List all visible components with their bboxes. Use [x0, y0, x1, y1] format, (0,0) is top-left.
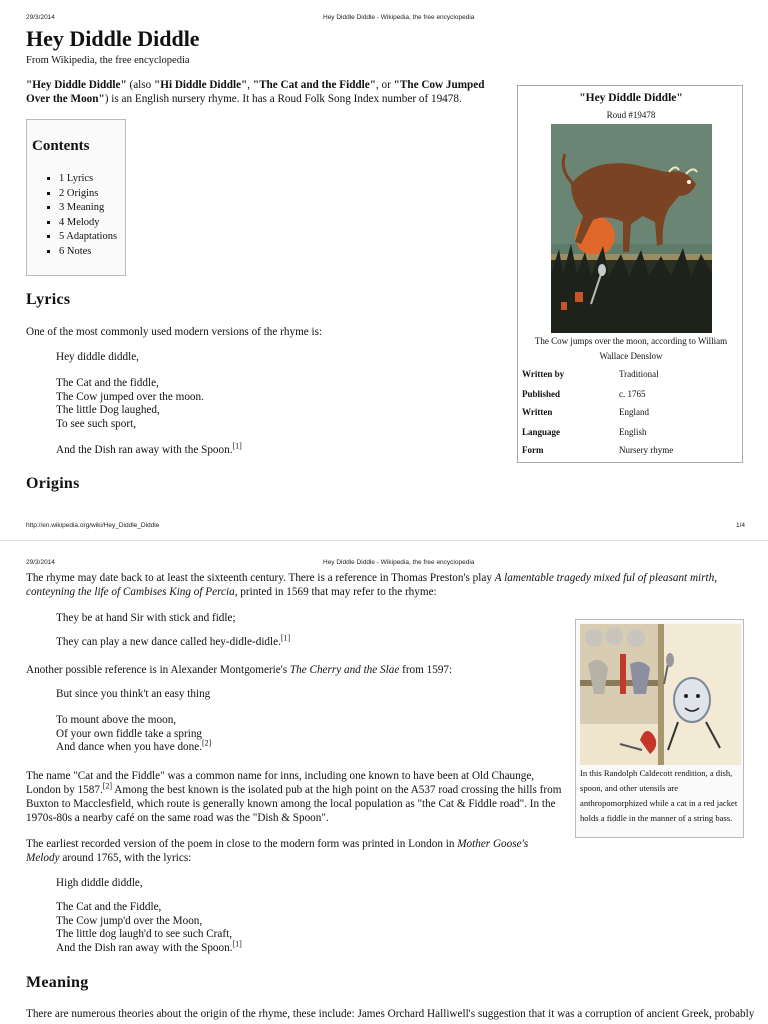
- print-footer-url: http://en.wikipedia.org/wiki/Hey_Diddle_Diddle: [26, 522, 160, 529]
- toc-item-adaptations[interactable]: ▪ 5 Adaptations: [59, 230, 117, 245]
- play-title-cont: conteyning the life of Cambises King of Percia: [26, 586, 235, 598]
- page-subtitle: From Wikipedia, the free encyclopedia: [26, 55, 190, 66]
- quote-1-line-1: They be at hand Sir with stick and fidle;: [56, 612, 236, 624]
- print-header-title-2: Hey Diddle Diddle - Wikipedia, the free encyclopedia: [323, 559, 475, 566]
- infobox: [517, 85, 743, 463]
- cow-jumping-illustration[interactable]: [551, 124, 712, 333]
- infobox-key: Published: [522, 389, 561, 399]
- caldecott-illustration[interactable]: [580, 624, 741, 765]
- alt-title-3: "The Cat and the Fiddle": [252, 79, 376, 91]
- print-footer-page: 1/4: [736, 522, 746, 529]
- play-title: A lamentable tragedy mixed ful of pleasant mirth,: [494, 572, 718, 584]
- origins-paragraph-2: Another possible reference is in Alexander Montgomerie's The Cherry and the Slae from 1597:: [26, 664, 453, 676]
- lyrics-line-5: To see such sport,: [56, 417, 136, 430]
- origins-paragraph-4: The earliest recorded version of the poem in close to the modern form was printed in London in Mother Goose's Melody around 1765, with the lyrics:: [26, 838, 529, 864]
- citation-link[interactable]: [2]: [102, 781, 113, 791]
- toc-item-origins[interactable]: ▪ 2 Origins: [59, 187, 117, 202]
- alt-title-1: "Hey Diddle Diddle": [26, 79, 127, 91]
- infobox-title: "Hey Diddle Diddle": [579, 92, 683, 104]
- print-date-2: 29/3/2014: [26, 559, 55, 566]
- citation-link[interactable]: [1]: [232, 441, 242, 451]
- section-heading-meaning: Meaning: [26, 974, 89, 991]
- alt-title-4a: "The Cow Jumped: [393, 79, 485, 91]
- caldecott-figure: [575, 619, 744, 838]
- citation-link[interactable]: [1]: [280, 633, 291, 643]
- quote-1-line-2: They can play a new dance called hey-didle-didle.[1]: [56, 633, 291, 648]
- lyrics-line-2: The Cat and the fiddle,: [56, 377, 159, 389]
- book-title-cont: Melody: [26, 852, 60, 864]
- print-header-title: Hey Diddle Diddle - Wikipedia, the free encyclopedia: [323, 14, 475, 21]
- quote-3-line-5: And the Dish ran away with the Spoon.[1]: [56, 938, 242, 954]
- citation-link[interactable]: [2]: [202, 738, 212, 748]
- book-title: Mother Goose's: [457, 838, 529, 850]
- table-of-contents: [26, 119, 126, 276]
- quote-2-line-4: And dance when you have done.[2]: [56, 738, 212, 753]
- infobox-value[interactable]: Traditional: [619, 369, 659, 379]
- section-heading-lyrics: Lyrics: [26, 291, 71, 308]
- print-date: 29/3/2014: [26, 14, 55, 21]
- quote-3-line-2: The Cat and the Fiddle,: [56, 901, 162, 913]
- infobox-key: Written: [522, 407, 553, 417]
- infobox-key: Form: [522, 445, 544, 455]
- lyrics-intro: One of the most commonly used modern versions of the rhyme is:: [26, 326, 323, 338]
- quote-2-line-2: To mount above the moon,: [56, 714, 177, 726]
- toc-item-melody[interactable]: ▪ 4 Melody: [59, 216, 117, 231]
- toc-item-notes[interactable]: ▪ 6 Notes: [59, 245, 117, 260]
- section-heading-origins: Origins: [26, 475, 80, 492]
- page-break: [0, 540, 768, 541]
- origins-paragraph-3: The name "Cat and the Fiddle" was a common name for inns, including one known to have been at Old Chaunge, London by 1587.[2] Among the best known is the isolated pub at the high point on the A537 road crossing the hills from Buxton to Macclesfield, which route is generally known among the local population as "the Cat & Fiddle road". In the 1970s-80s a nearby café on the same road was the "Dish & Spoon".: [26, 770, 562, 824]
- infobox-value[interactable]: English: [619, 427, 647, 437]
- quote-2-line-3: Of your own fiddle take a spring: [56, 727, 203, 740]
- lyrics-line-1: Hey diddle diddle,: [56, 351, 139, 363]
- toc-list: [33, 172, 117, 259]
- infobox-value[interactable]: Nursery rhyme: [619, 445, 674, 455]
- meaning-paragraph: There are numerous theories about the origin of the rhyme, these include: James Orchard Halliwell's suggestion that it was a corruption of ancient Greek, probably: [26, 1008, 755, 1020]
- quote-3-line-4: The little dog laugh'd to see such Craft,: [56, 928, 233, 940]
- toc-item-meaning[interactable]: ▪ 3 Meaning: [59, 201, 117, 216]
- lyrics-stanza: [56, 377, 204, 431]
- origins-paragraph-1: The rhyme may date back to at least the sixteenth century. There is a reference in Thomas Preston's play A lamentable tragedy mixed ful of pleasant mirth, conteyning the life of Cambises King of Percia, printed in 1569 that may refer to the rhyme:: [26, 572, 718, 598]
- quote-3-line-1: High diddle diddle,: [56, 877, 143, 889]
- quote-2-line-1: But since you think't an easy thing: [56, 688, 211, 700]
- alt-title-2: "Hi Diddle Diddle": [154, 79, 248, 91]
- poem-title: The Cherry and the Slae: [289, 664, 400, 676]
- infobox-roud: Roud #19478: [606, 110, 656, 120]
- infobox-key: Language: [522, 427, 561, 437]
- lyrics-line-4: The little Dog laughed,: [56, 404, 160, 416]
- lyrics-line-6: And the Dish ran away with the Spoon.[1]: [56, 441, 242, 456]
- lyrics-line-3: The Cow jumped over the moon.: [56, 390, 204, 403]
- quote-2-stanza: [56, 714, 211, 755]
- figure-caption: In this Randolph Caldecott rendition, a dish, spoon, and other utensils are anthropomorphized while a cat in a red jacket holds a fiddle in the manner of a string bass.: [580, 768, 738, 823]
- quote-3-stanza: [56, 901, 242, 955]
- alt-title-4b: Over the Moon": [26, 93, 105, 105]
- infobox-value: c. 1765: [619, 389, 646, 399]
- infobox-value[interactable]: England: [619, 407, 649, 417]
- toc-item-lyrics[interactable]: ▪ 1 Lyrics: [59, 172, 117, 187]
- quote-3-line-3: The Cow jump'd over the Moon,: [56, 914, 203, 927]
- intro-paragraph: "Hey Diddle Diddle" (also "Hi Diddle Diddle", "The Cat and the Fiddle", or "The Cow Jumped Over the Moon") is an English nursery rhyme. It has a Roud Folk Song Index number of 19478.: [26, 79, 485, 105]
- toc-title: Contents: [32, 138, 90, 154]
- infobox-caption: The Cow jumps over the moon, according to William Wallace Denslow: [534, 336, 728, 361]
- citation-link[interactable]: [1]: [232, 938, 242, 948]
- infobox-key: Written by: [522, 369, 565, 379]
- page-title: Hey Diddle Diddle: [26, 26, 200, 51]
